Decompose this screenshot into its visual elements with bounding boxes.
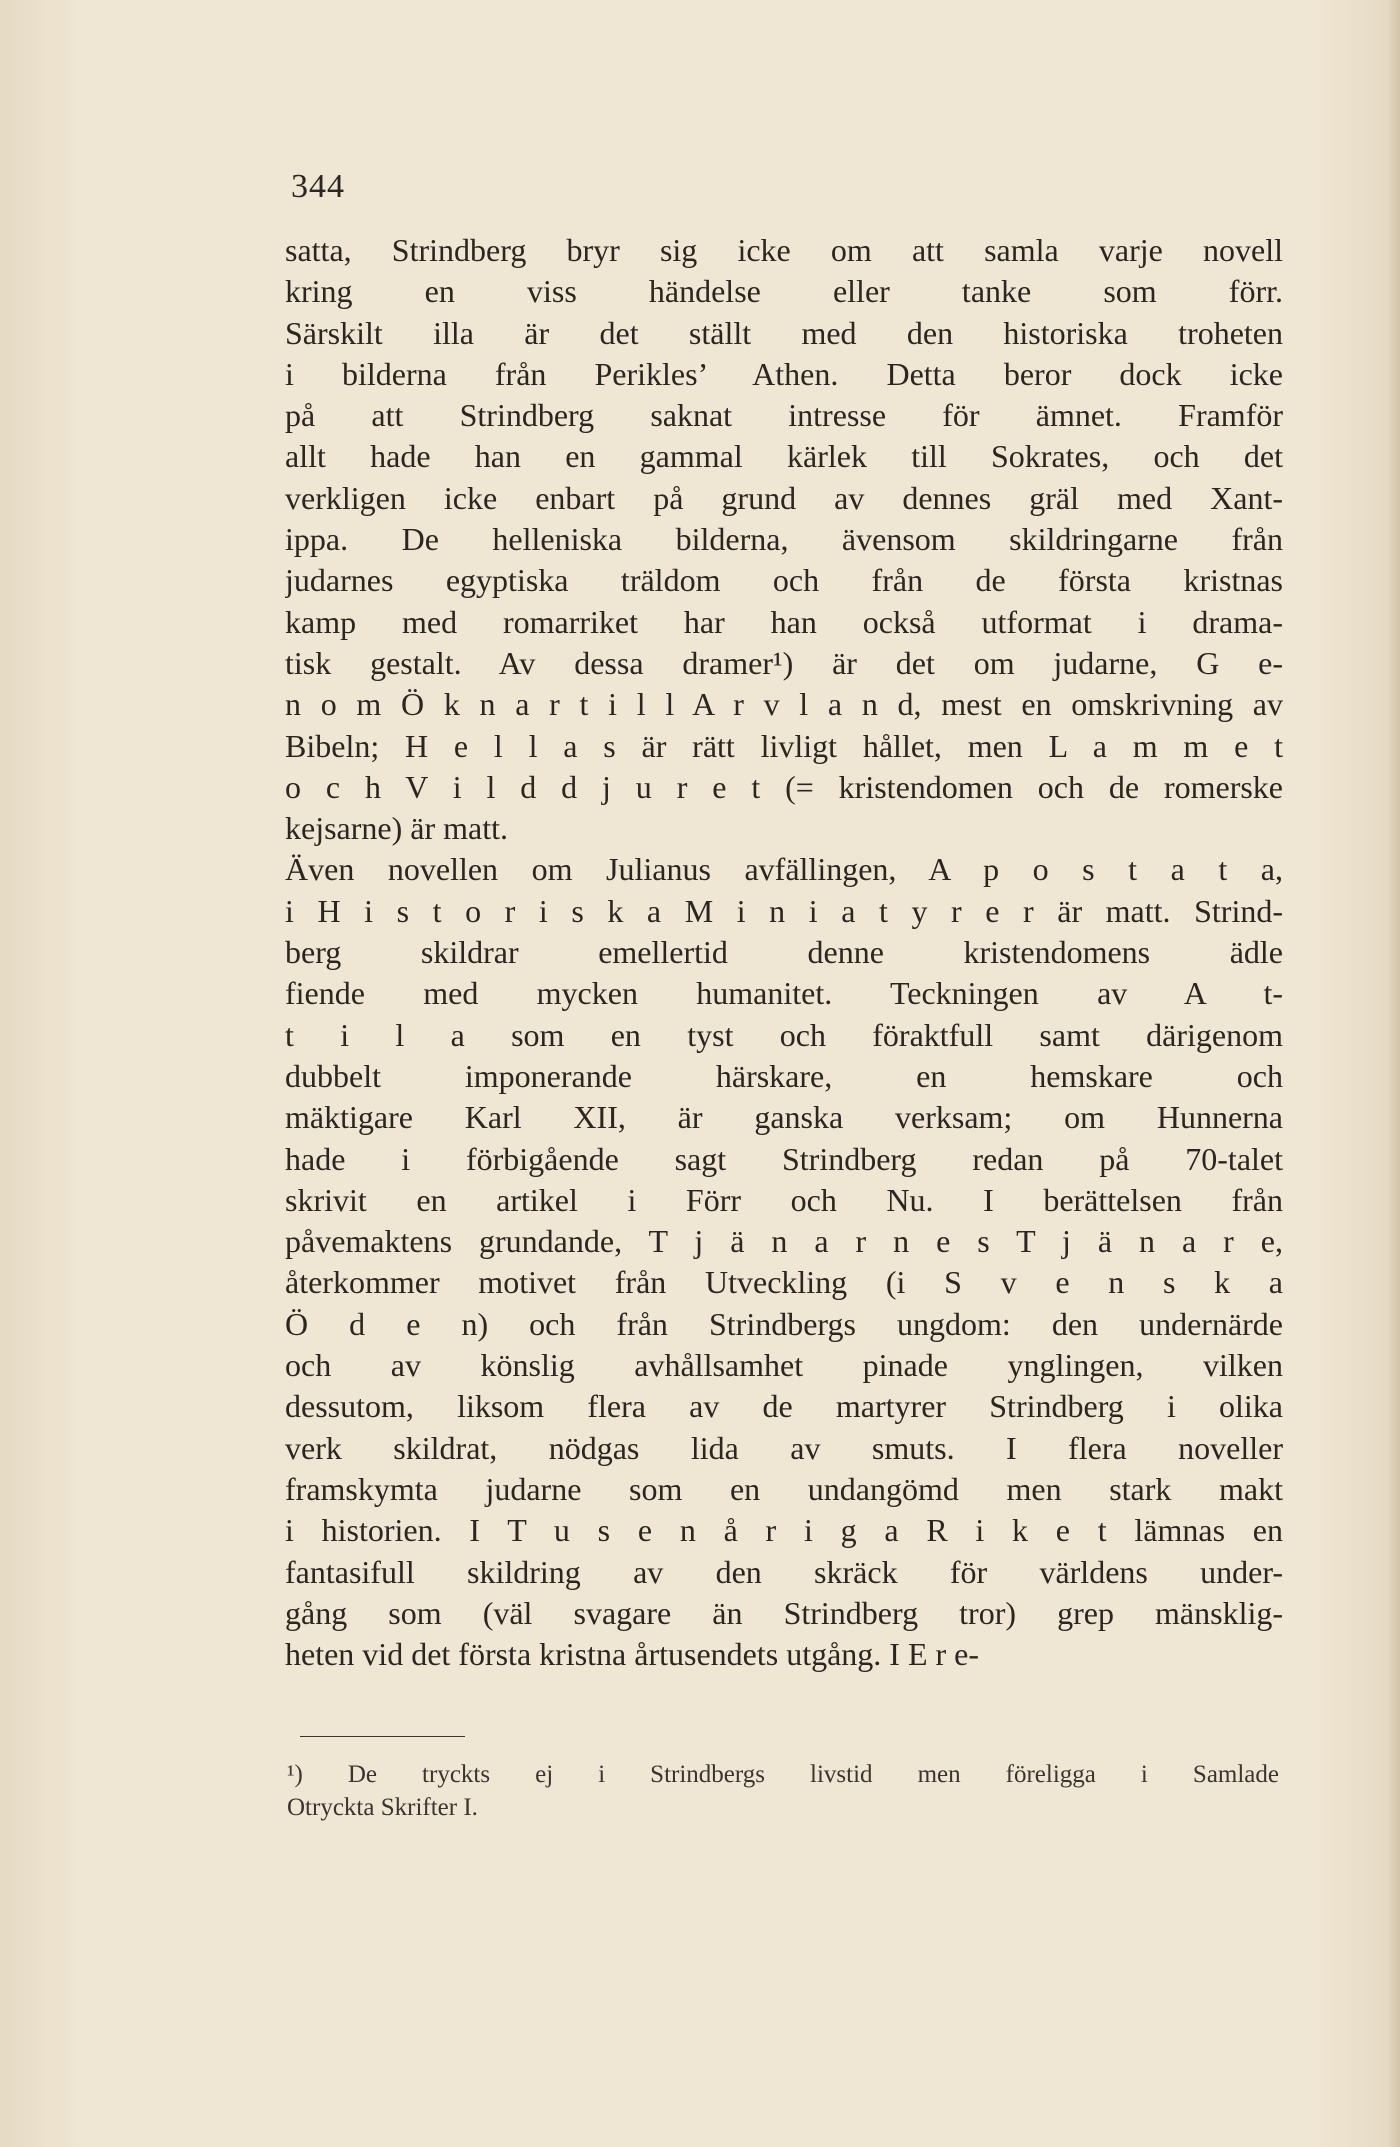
text-line: i H i s t o r i s k a M i n i a t y r e r är matt. Strind- <box>285 892 1283 929</box>
text-line: fantasifull skildring av den skräck för världens under- <box>285 1553 1283 1590</box>
text-line: framskymta judarne som en undangömd men stark makt <box>285 1470 1283 1507</box>
footnote-rule <box>300 1736 465 1737</box>
text-line: kamp med romarriket har han också utformat i drama- <box>285 603 1283 640</box>
text-line: Ö d e n) och från Strindbergs ungdom: den undernärde <box>285 1305 1283 1342</box>
text-line: Även novellen om Julianus avfällingen, A p o s t a t a, <box>285 851 1283 888</box>
text-line: kring en viss händelse eller tanke som förr. <box>285 273 1283 310</box>
text-line: kejsarne) är matt. <box>285 810 508 847</box>
text-line: och av könslig avhållsamhet pinade ynglingen, vilken <box>285 1347 1283 1384</box>
text-line: Särskilt illa är det ställt med den historiska troheten <box>285 314 1283 351</box>
text-line: tisk gestalt. Av dessa dramer¹) är det om judarne, G e- <box>285 644 1283 681</box>
body-text <box>285 230 1283 1675</box>
footnotes <box>287 1758 1279 1824</box>
text-line: berg skildrar emellertid denne kristendomens ädle <box>285 934 1283 971</box>
text-line: o c h V i l d d j u r e t (= kristendomen och de romerske <box>285 768 1283 805</box>
text-line: mäktigare Karl XII, är ganska verksam; om Hunnerna <box>285 1099 1283 1136</box>
text-line: återkommer motivet från Utveckling (i S v e n s k a <box>285 1264 1283 1301</box>
text-line: fiende med mycken humanitet. Teckningen av A t- <box>285 975 1283 1012</box>
text-line: skrivit en artikel i Förr och Nu. I berättelsen från <box>285 1181 1283 1218</box>
text-line: dessutom, liksom flera av de martyrer Strindberg i olika <box>285 1388 1283 1425</box>
text-line: heten vid det första kristna årtusendets utgång. I E r e- <box>285 1636 979 1673</box>
text-line: allt hade han en gammal kärlek till Sokrates, och det <box>285 438 1283 475</box>
text-line: satta, Strindberg bryr sig icke om att samla varje novell <box>285 232 1283 268</box>
text-line: på att Strindberg saknat intresse för ämnet. Framför <box>285 397 1283 434</box>
text-line: verkligen icke enbart på grund av dennes gräl med Xant- <box>285 479 1283 516</box>
text-line: n o m Ö k n a r t i l l A r v l a n d, mest en omskrivning av <box>285 686 1283 723</box>
footnote-line: Otryckta Skrifter I. <box>287 1794 478 1821</box>
text-line: gång som (väl svagare än Strindberg tror) grep mänsklig- <box>285 1594 1283 1631</box>
text-line: verk skildrat, nödgas lida av smuts. I flera noveller <box>285 1429 1283 1466</box>
text-line: ippa. De helleniska bilderna, ävensom skildringarne från <box>285 521 1283 558</box>
text-line: t i l a som en tyst och föraktfull samt därigenom <box>285 1016 1283 1053</box>
text-line: hade i förbigående sagt Strindberg redan på 70-talet <box>285 1140 1283 1177</box>
page-number: 344 <box>291 168 345 205</box>
text-line: påvemaktens grundande, T j ä n a r n e s T j ä n a r e, <box>285 1223 1283 1260</box>
footnote-line: ¹) De tryckts ej i Strindbergs livstid men föreligga i Samlade <box>287 1761 1279 1788</box>
text-line: judarnes egyptiska träldom och från de första kristnas <box>285 562 1283 599</box>
page-edge-shadow <box>1386 0 1400 2147</box>
text-line: dubbelt imponerande härskare, en hemskare och <box>285 1057 1283 1094</box>
text-line: Bibeln; H e l l a s är rätt livligt hållet, men L a m m e t <box>285 727 1283 764</box>
text-line: i bilderna från Perikles’ Athen. Detta beror dock icke <box>285 355 1283 392</box>
text-line: i historien. I T u s e n å r i g a R i k e t lämnas en <box>285 1512 1283 1549</box>
